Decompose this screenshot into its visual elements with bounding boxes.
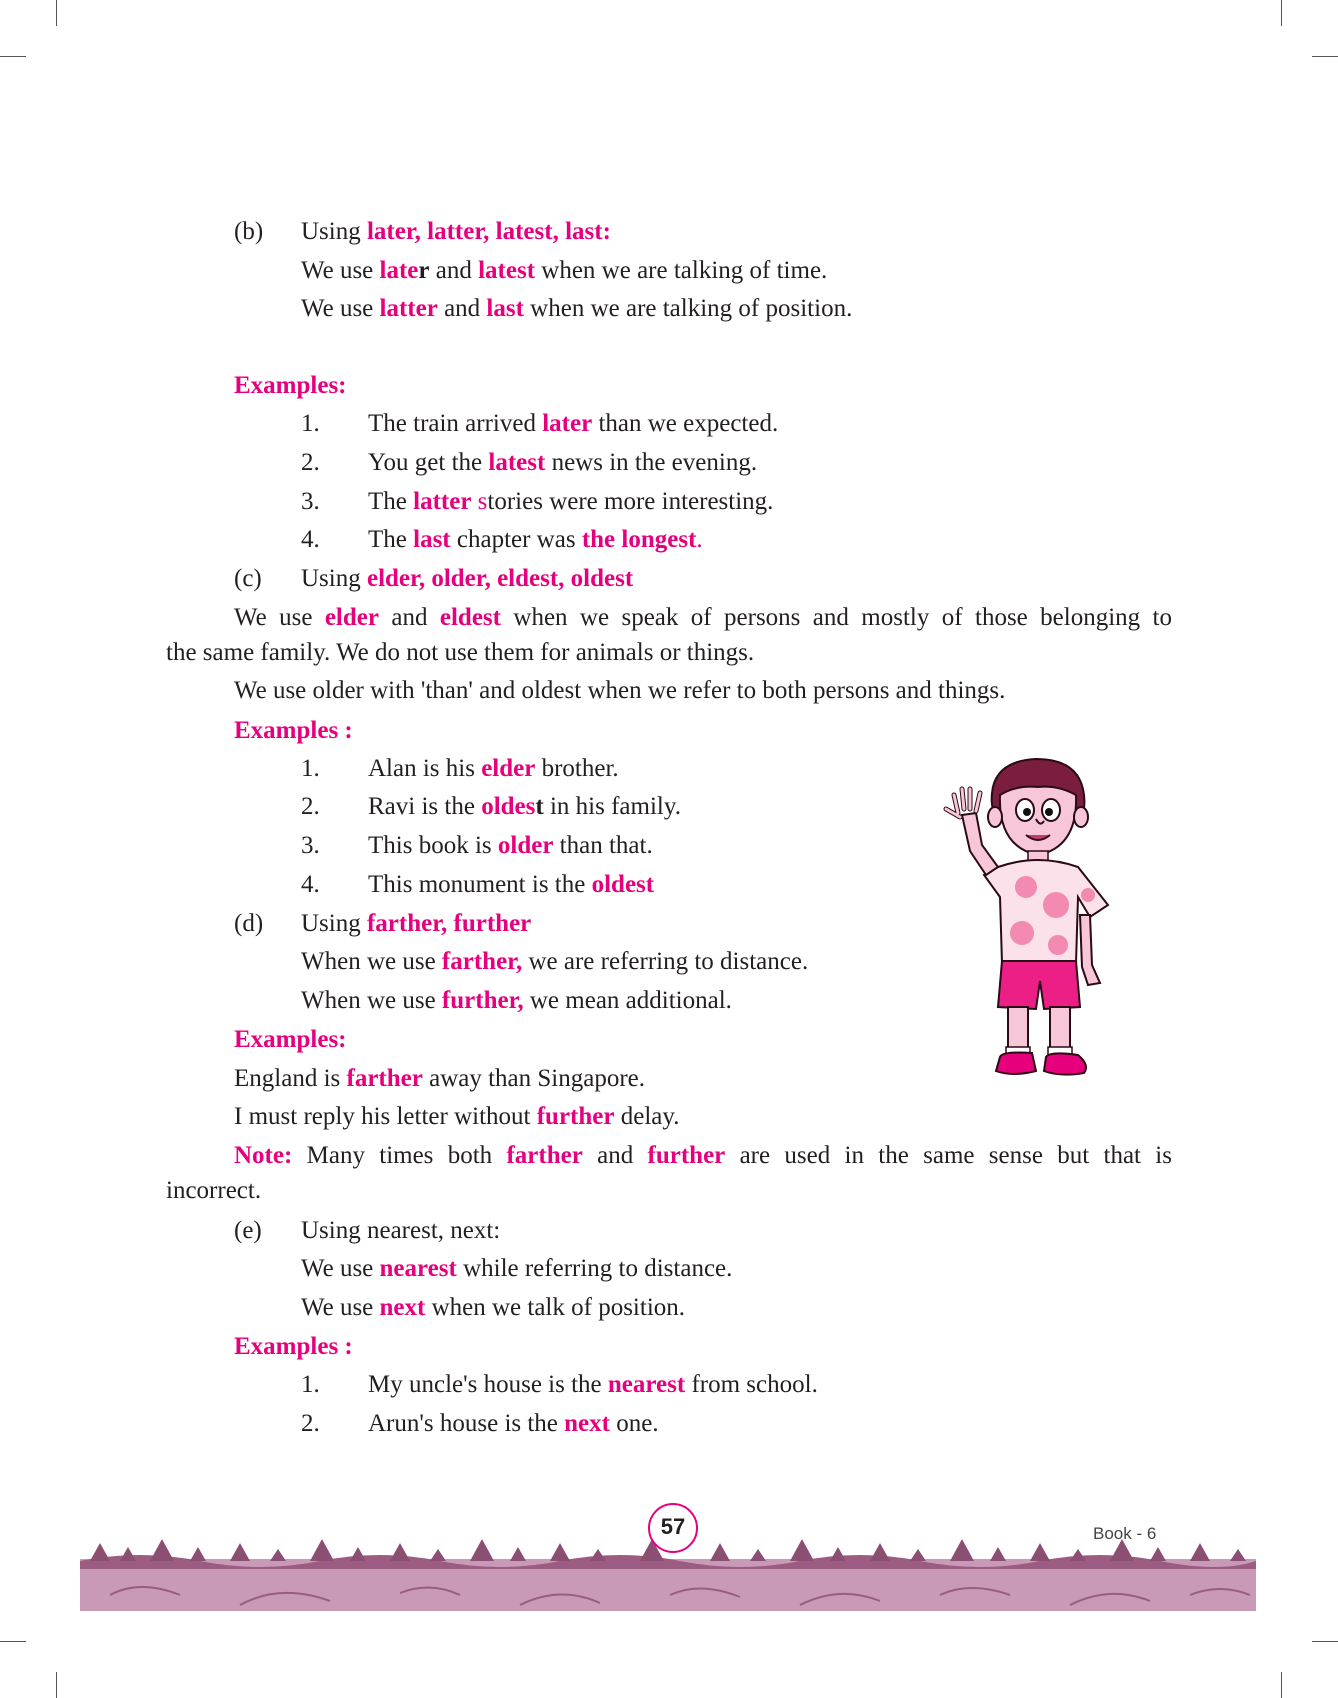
example-sentence: I must reply his letter without further delay.: [234, 1103, 680, 1130]
section-label: (e): [234, 1217, 262, 1244]
list-number: 1.: [301, 755, 320, 782]
section-heading: Using elder, older, eldest, oldest: [301, 565, 634, 592]
crop-mark: [56, 0, 57, 26]
list-number: 1.: [301, 1371, 320, 1398]
examples-heading: Examples :: [234, 717, 353, 744]
rule-line: When we use further, we mean additional.: [301, 987, 732, 1014]
crop-mark: [1281, 0, 1282, 26]
list-item: The train arrived later than we expected.: [368, 410, 779, 437]
section-label: (b): [234, 218, 264, 245]
list-number: 1.: [301, 410, 320, 437]
examples-heading: Examples:: [234, 1026, 347, 1053]
list-number: 3.: [301, 488, 320, 515]
list-item: My uncle's house is the nearest from school.: [368, 1371, 818, 1398]
list-item: The latter stories were more interesting.: [368, 488, 774, 515]
section-heading: Using nearest, next:: [301, 1217, 501, 1244]
crop-mark: [1312, 56, 1338, 57]
list-item: This monument is the oldest: [368, 871, 655, 898]
crop-mark: [0, 56, 26, 57]
boy-illustration: [940, 755, 1145, 1080]
paragraph-line: We use older with 'than' and oldest when we refer to both persons and things.: [234, 677, 1006, 704]
section-label: (c): [234, 565, 262, 592]
rule-line: When we use farther, we are referring to distance.: [301, 948, 809, 975]
crop-mark: [1312, 1641, 1338, 1642]
example-sentence: England is farther away than Singapore.: [234, 1065, 645, 1092]
list-item: You get the latest news in the evening.: [368, 449, 758, 476]
rule-line: We use nearest while referring to distance.: [301, 1255, 733, 1282]
section-label: (d): [234, 910, 264, 937]
crop-mark: [56, 1672, 57, 1698]
rule-line: We use latter and last when we are talking of position.: [301, 295, 853, 322]
list-item: Arun's house is the next one.: [368, 1410, 659, 1437]
list-item: Ravi is the oldest in his family.: [368, 793, 681, 820]
list-number: 3.: [301, 832, 320, 859]
note-line: Note: Many times both farther and further are used in the same sense but that is: [234, 1142, 1172, 1169]
list-number: 4.: [301, 871, 320, 898]
list-number: 2.: [301, 449, 320, 476]
section-heading: Using later, latter, latest, last:: [301, 218, 611, 245]
list-number: 4.: [301, 526, 320, 553]
rule-line: We use next when we talk of position.: [301, 1294, 686, 1321]
paragraph-line: the same family. We do not use them for animals or things.: [166, 639, 755, 666]
book-label: Book - 6: [1093, 1524, 1157, 1543]
examples-heading: Examples :: [234, 1333, 353, 1360]
section-heading: Using farther, further: [301, 910, 532, 937]
list-item: The last chapter was the longest.: [368, 526, 703, 553]
rule-line: We use later and latest when we are talking of time.: [301, 257, 828, 284]
list-number: 2.: [301, 793, 320, 820]
crop-mark: [1281, 1672, 1282, 1698]
page-number: 57: [648, 1503, 698, 1553]
list-item: Alan is his elder brother.: [368, 755, 619, 782]
examples-heading: Examples:: [234, 372, 347, 399]
note-line: incorrect.: [166, 1177, 262, 1204]
crop-mark: [0, 1641, 26, 1642]
list-item: This book is older than that.: [368, 832, 653, 859]
paragraph-line: We use elder and eldest when we speak of persons and mostly of those belonging to: [234, 604, 1173, 631]
list-number: 2.: [301, 1410, 320, 1437]
